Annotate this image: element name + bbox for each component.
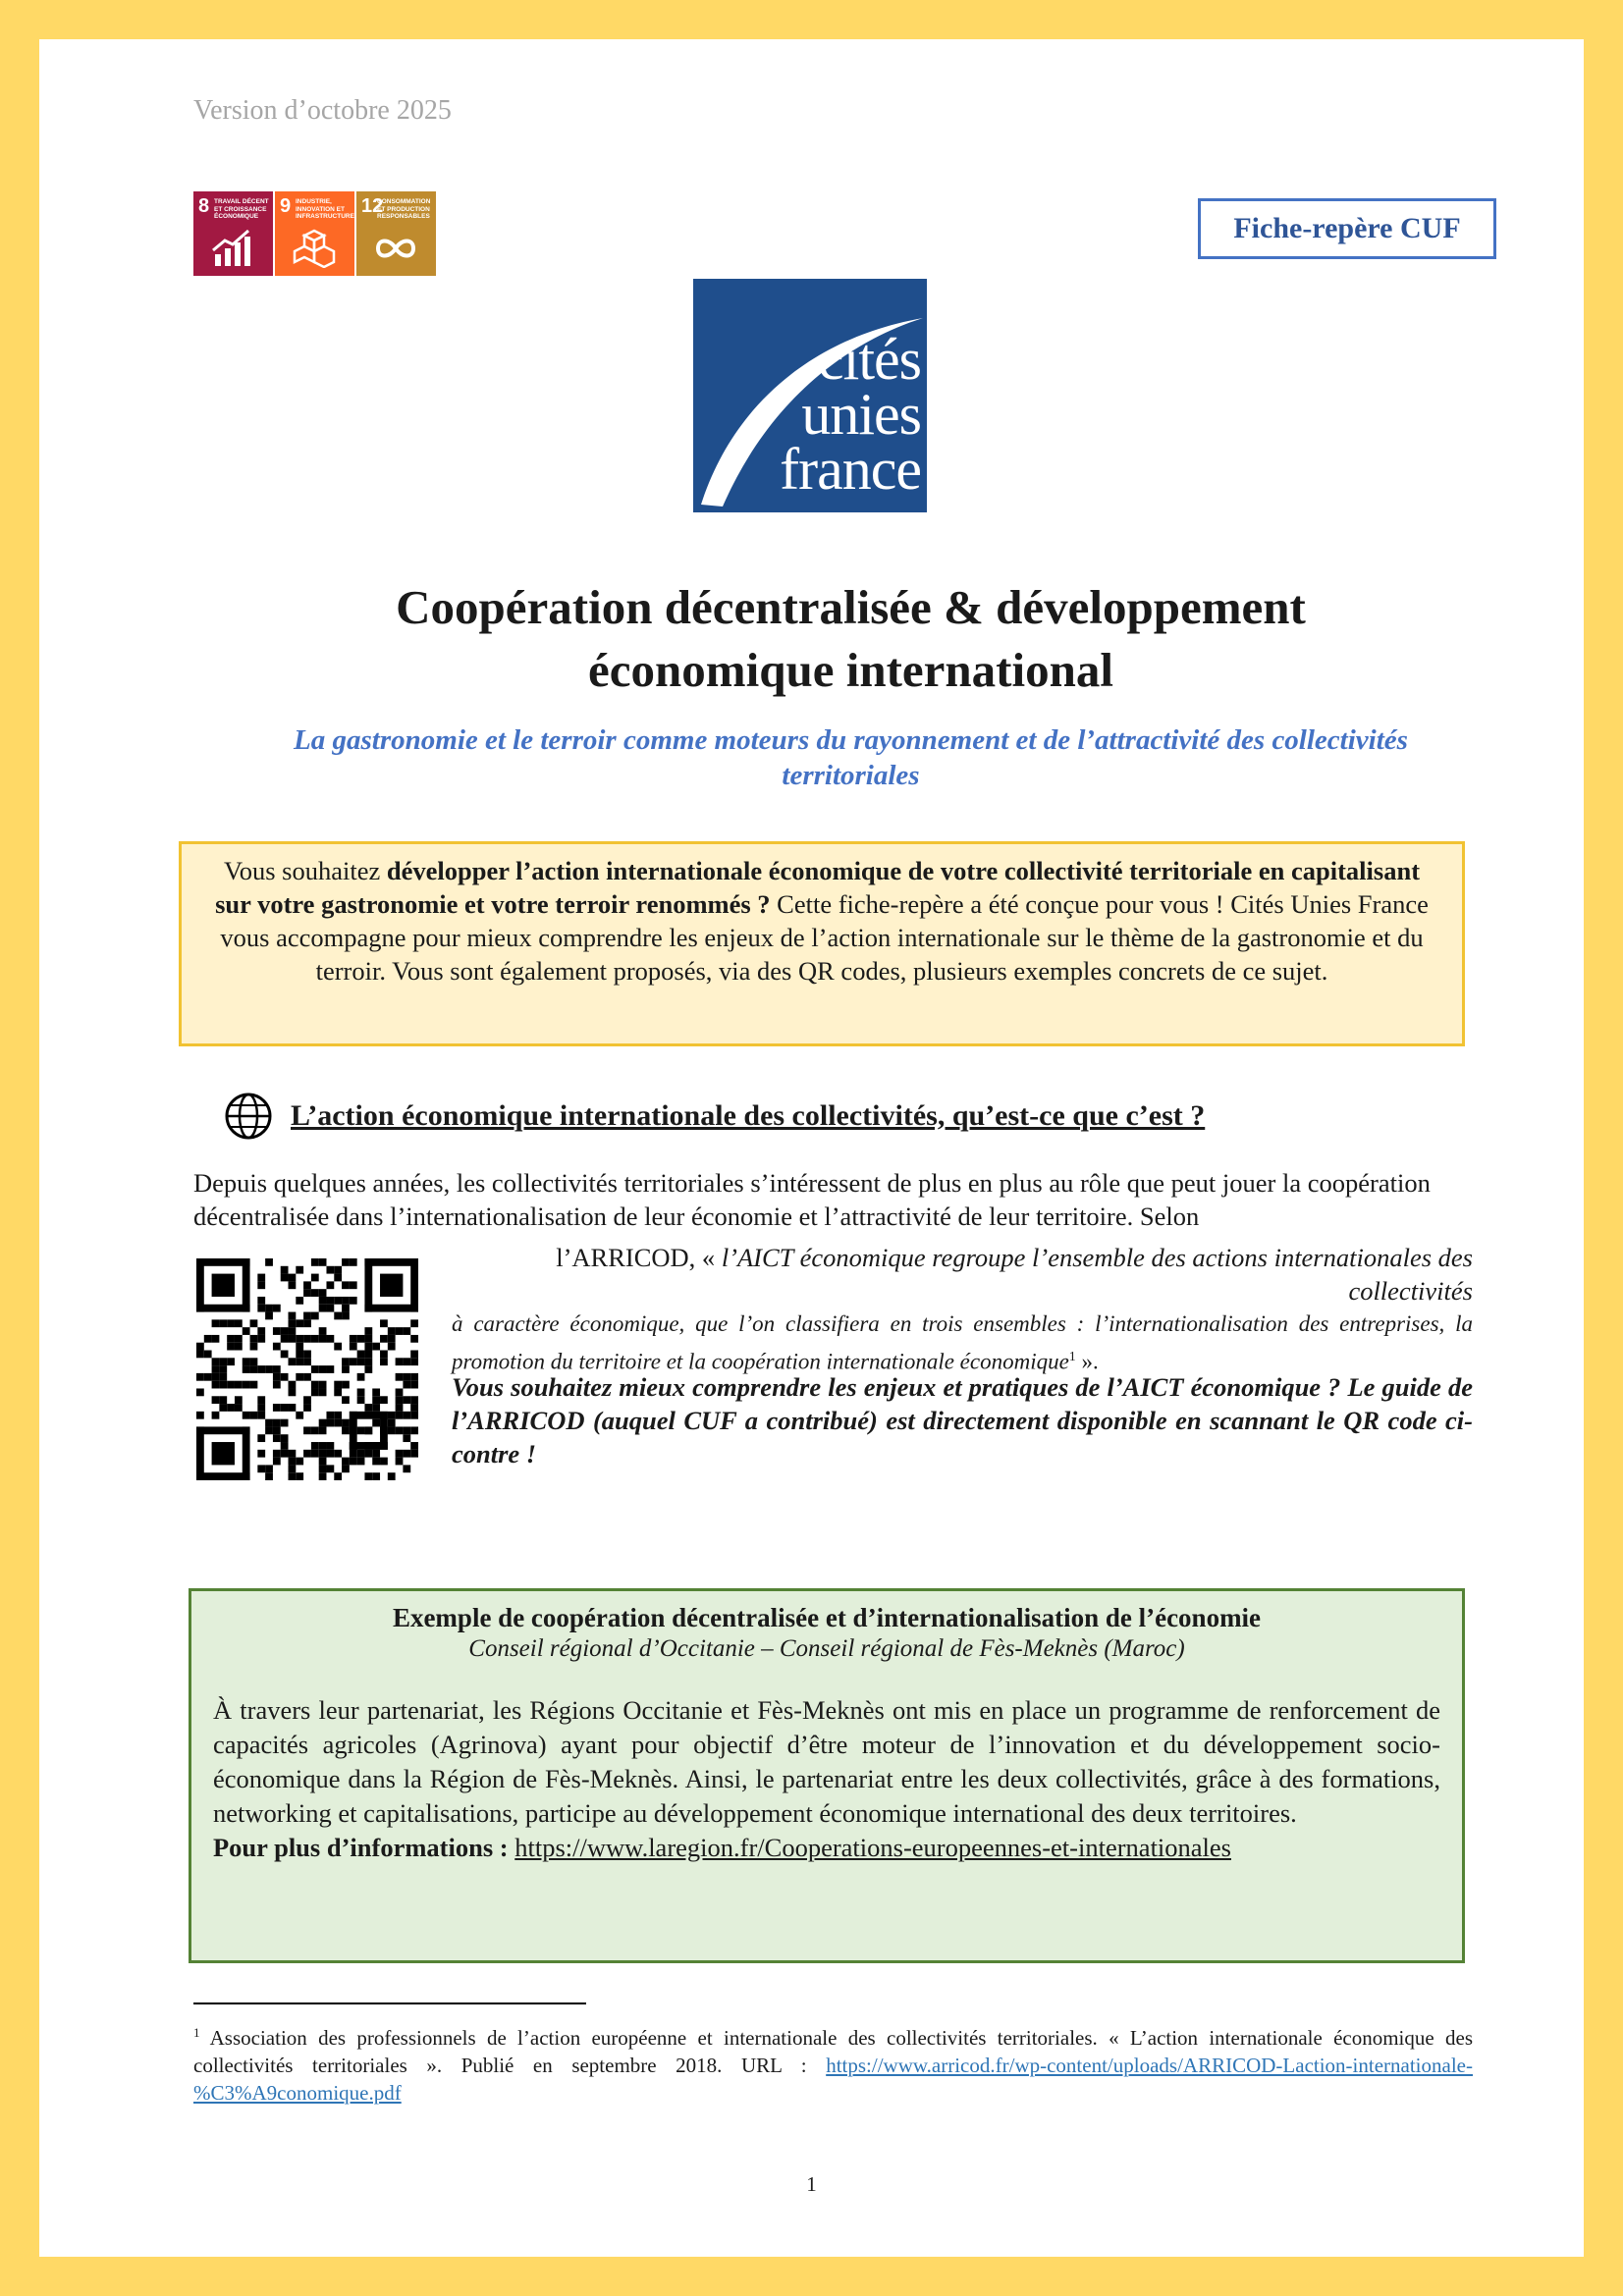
sdg-number: 9 <box>280 195 292 217</box>
quote-text: l’AICT économique regroupe l’ensemble des actions internationales des collectivités <box>721 1243 1473 1306</box>
sdg-label: CONSOMMATION ET PRODUCTION RESPONSABLES <box>377 198 431 220</box>
quote-end: ». <box>1075 1349 1099 1374</box>
footnote-divider <box>193 2002 586 2004</box>
more-info-label: Pour plus d’informations : <box>213 1833 509 1862</box>
sdg-badge-12 <box>356 191 436 276</box>
page-number: 1 <box>806 2172 817 2196</box>
logo-word: unies <box>801 382 921 447</box>
section-heading-text: L’action économique internationale des collectivités, qu’est-ce que c’est ? <box>291 1099 1206 1132</box>
fiche-repere-label: Fiche-repère CUF <box>1198 198 1496 259</box>
footnote-ref[interactable]: 1 <box>1068 1350 1076 1364</box>
quote-intro: l’ARRICOD, « <box>556 1243 722 1272</box>
sdg-label: INDUSTRIE, INNOVATION ET INFRASTRUCTURE <box>296 198 354 220</box>
example-more-info <box>213 1831 1440 1865</box>
section-paragraph: Depuis quelques années, les collectivités territoriales s’intéressent de plus en plus au rôle que peut jouer la coopération décentralisée dans l’internationalisation de leur économie et l’attractivité de leur territoire. Selon <box>193 1168 1431 1231</box>
page-title <box>157 576 1544 702</box>
qr-code-icon[interactable] <box>196 1258 418 1480</box>
sdg-badge-9 <box>275 191 354 276</box>
qr-callout: Vous souhaitez mieux comprendre les enjeux et pratiques de l’AICT économique ? Le guide de l’ARRICOD (auquel CUF a contribué) est directement disponible en scannant le QR code ci-contre ! <box>452 1372 1473 1468</box>
cubes-icon <box>293 229 336 268</box>
example-title: Exemple de coopération décentralisée et d’internationalisation de l’économie <box>392 1603 1262 1632</box>
sdg-badge-8 <box>193 191 273 276</box>
intro-text: Vous souhaitez <box>223 856 387 885</box>
sdg-label: TRAVAIL DÉCENT ET CROISSANCE ÉCONOMIQUE <box>214 198 269 220</box>
intro-box <box>179 841 1465 1046</box>
page-subtitle: La gastronomie et le terroir comme moteurs du rayonnement et de l’attractivité des collectivités territoriales <box>294 724 1408 791</box>
page <box>39 39 1584 2257</box>
logo-word: france <box>780 437 921 502</box>
footnote <box>193 2019 1473 2107</box>
globe-icon <box>224 1092 273 1141</box>
intro-bold-text: développer l’action internationale économique de votre collectivité territoriale en capitalisant sur votre gastronomie et votre terroir renommés ? <box>215 856 1421 919</box>
cites-unies-france-logo <box>693 279 927 512</box>
example-subtitle: Conseil régional d’Occitanie – Conseil régional de Fès-Meknès (Maroc) <box>468 1635 1185 1662</box>
title-line: économique international <box>588 643 1113 697</box>
example-body: À travers leur partenariat, les Régions Occitanie et Fès-Meknès ont mis en place un programme de renforcement de capacités agricoles (Agrinova) ayant pour objectif d’être moteur de l’innovation et du développement socio-économique dans la Région de Fès-Meknès. Ainsi, le partenariat entre les deux collectivités, grâce à des formations, networking et capitalisations, participe au développement économique international des deux territoires. <box>213 1695 1440 1828</box>
infinity-icon <box>374 229 417 268</box>
growth-chart-icon <box>211 229 254 268</box>
sdg-badges <box>193 191 438 276</box>
sdg-number: 12 <box>361 195 384 217</box>
section-heading <box>224 1092 1205 1141</box>
arricod-link[interactable]: https://www.arricod.fr/wp-content/uploads/ARRICOD-Laction-internationale-%C3%A9conomique.pdf <box>193 2054 1473 2105</box>
intro-text: Cette fiche-repère a été conçue pour vous ! Cités Unies France vous accompagne pour mieux comprendre les enjeux de l’action internationale sur le thème de la gastronomie et du terroir. Vous sont également proposés, via des QR codes, plusieurs exemples concrets de ce sujet. <box>220 889 1429 986</box>
footnote-number: 1 <box>193 2025 200 2040</box>
title-line: Coopération décentralisée & développement <box>396 580 1306 634</box>
version-label: Version d’octobre 2025 <box>193 95 452 126</box>
footnote-text: Association des professionnels de l’action européenne et internationale des collectivités territoriales. « L’action internationale économique des collectivités territoriales ». Publié en septembre 2018. URL : <box>193 2026 1473 2077</box>
quote-text: à caractère économique, que l’on classifiera en trois ensembles : l’internationalisation des entreprises, la promotion du territoire et la coopération internationale économique <box>452 1311 1473 1374</box>
example-box <box>189 1588 1465 1963</box>
logo-word: cités <box>818 327 921 392</box>
laregion-link[interactable]: https://www.laregion.fr/Cooperations-europeennes-et-internationales <box>514 1833 1231 1862</box>
sdg-number: 8 <box>198 195 210 217</box>
arricod-quote <box>452 1241 1473 1379</box>
